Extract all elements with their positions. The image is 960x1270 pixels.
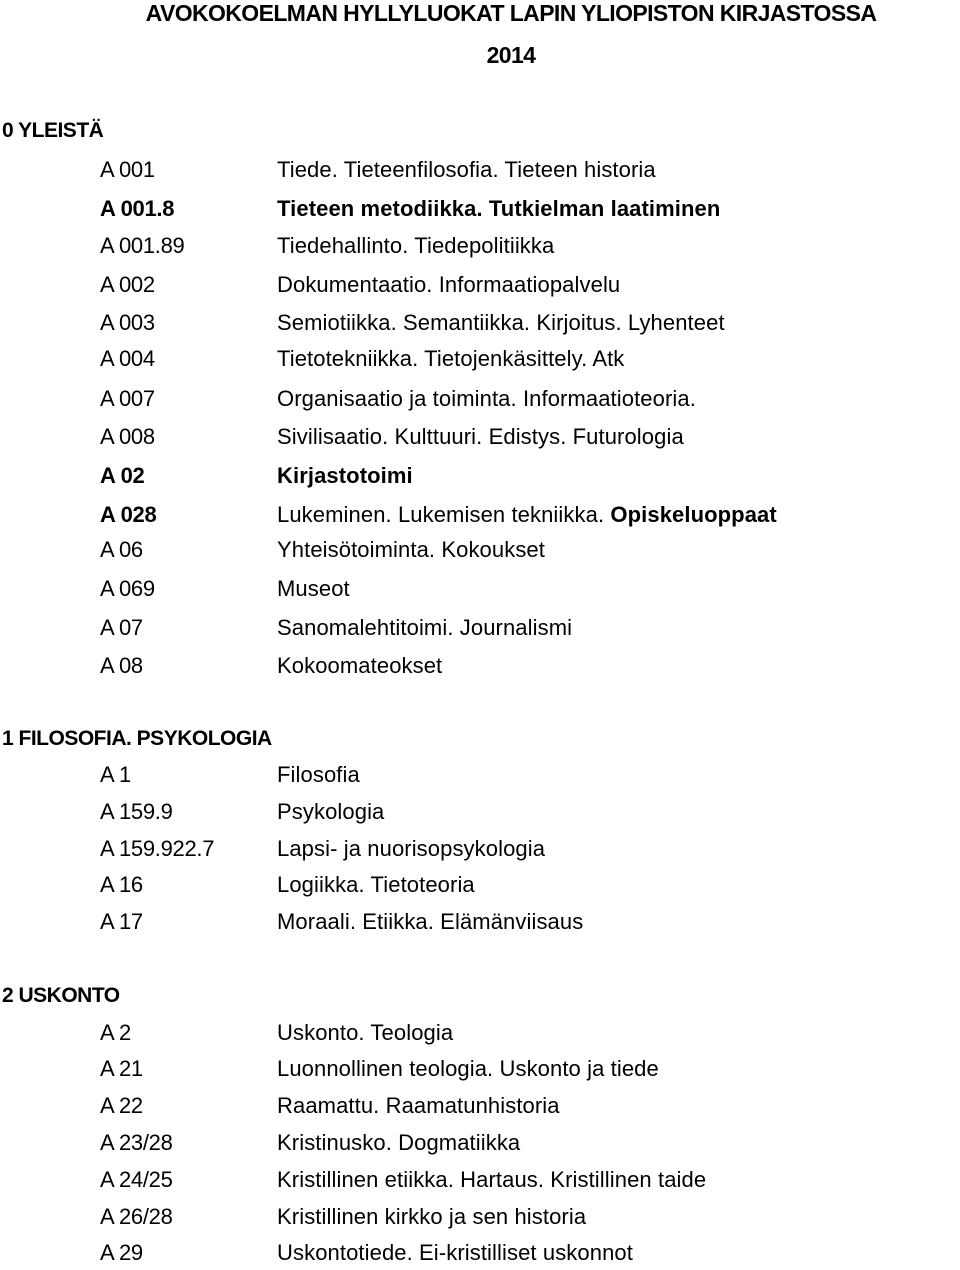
shelf-code: A 2 <box>100 1020 131 1045</box>
list-item <box>0 909 960 939</box>
list-item <box>0 836 960 866</box>
shelf-description: Lapsi- ja nuorisopsykologia <box>277 836 546 861</box>
shelf-code: A 001.89 <box>100 233 185 258</box>
shelf-description: Sivilisaatio. Kulttuuri. Edistys. Futurologia <box>277 424 684 449</box>
list-item <box>0 576 960 606</box>
shelf-code: A 17 <box>100 909 143 934</box>
shelf-description-group <box>277 502 777 528</box>
shelf-code: A 26/28 <box>100 1204 173 1229</box>
shelf-code: A 23/28 <box>100 1130 173 1155</box>
shelf-description: Kirjastotoimi <box>277 463 413 488</box>
shelf-description: Tiede. Tieteenfilosofia. Tieteen historia <box>277 157 656 182</box>
shelf-description: Semiotiikka. Semantiikka. Kirjoitus. Lyhenteet <box>277 310 725 335</box>
shelf-description: Yhteisötoiminta. Kokoukset <box>277 537 545 562</box>
shelf-description: Sanomalehtitoimi. Journalismi <box>277 615 573 640</box>
shelf-description-emphasis: Opiskeluoppaat <box>610 502 777 527</box>
shelf-code: A 028 <box>100 502 157 527</box>
shelf-description: Uskontotiede. Ei-kristilliset uskonnot <box>277 1240 633 1265</box>
list-item <box>0 1056 960 1086</box>
shelf-description: Psykologia <box>277 799 385 824</box>
list-item <box>0 1130 960 1160</box>
section-heading-uskonto: 2 USKONTO <box>2 984 120 1007</box>
document-title: AVOKOKOELMAN HYLLYLUOKAT LAPIN YLIOPISTON KIRJASTOSSA <box>145 0 877 26</box>
list-item <box>0 872 960 902</box>
list-item <box>0 762 960 792</box>
list-item <box>0 233 960 263</box>
shelf-code: A 02 <box>100 463 145 488</box>
list-item <box>0 310 960 340</box>
shelf-code: A 21 <box>100 1056 143 1081</box>
shelf-code: A 001 <box>100 157 155 182</box>
list-item <box>0 1167 960 1197</box>
list-item <box>0 537 960 567</box>
shelf-description: Logiikka. Tietoteoria <box>277 872 475 897</box>
shelf-code: A 29 <box>100 1240 143 1265</box>
shelf-code: A 001.8 <box>100 196 175 221</box>
shelf-code: A 069 <box>100 576 155 601</box>
shelf-description: Tietotekniikka. Tietojenkäsittely. Atk <box>277 346 625 371</box>
list-item <box>0 1093 960 1123</box>
list-item <box>0 502 960 532</box>
shelf-code: A 159.9 <box>100 799 173 824</box>
list-item <box>0 196 960 226</box>
list-item <box>0 157 960 187</box>
shelf-code: A 1 <box>100 762 131 787</box>
shelf-description: Kristinusko. Dogmatiikka <box>277 1130 521 1155</box>
list-item <box>0 1240 960 1270</box>
shelf-description: Kristillinen kirkko ja sen historia <box>277 1204 587 1229</box>
shelf-description: Raamattu. Raamatunhistoria <box>277 1093 560 1118</box>
shelf-code: A 159.922.7 <box>100 836 215 861</box>
shelf-description: Organisaatio ja toiminta. Informaatioteoria. <box>277 386 696 411</box>
shelf-description: Lukeminen. Lukemisen tekniikka. <box>277 502 605 527</box>
shelf-code: A 002 <box>100 272 155 297</box>
shelf-description: Museot <box>277 576 350 601</box>
shelf-description: Tieteen metodiikka. Tutkielman laatiminen <box>277 196 721 221</box>
shelf-code: A 004 <box>100 346 155 371</box>
shelf-description: Kokoomateokset <box>277 653 443 678</box>
shelf-code: A 22 <box>100 1093 143 1118</box>
list-item <box>0 615 960 645</box>
shelf-code: A 24/25 <box>100 1167 173 1192</box>
shelf-code: A 08 <box>100 653 143 678</box>
shelf-description: Moraali. Etiikka. Elämänviisaus <box>277 909 584 934</box>
list-item <box>0 346 960 376</box>
section-heading-filosofia: 1 FILOSOFIA. PSYKOLOGIA <box>2 727 272 750</box>
list-item <box>0 424 960 454</box>
shelf-description: Kristillinen etiikka. Hartaus. Kristillinen taide <box>277 1167 707 1192</box>
shelf-description: Filosofia <box>277 762 360 787</box>
shelf-code: A 007 <box>100 386 155 411</box>
list-item <box>0 1204 960 1234</box>
shelf-code: A 008 <box>100 424 155 449</box>
list-item <box>0 463 960 493</box>
shelf-description: Tiedehallinto. Tiedepolitiikka <box>277 233 555 258</box>
list-item <box>0 799 960 829</box>
shelf-description: Dokumentaatio. Informaatiopalvelu <box>277 272 621 297</box>
document-year: 2014 <box>486 42 536 68</box>
list-item <box>0 386 960 416</box>
list-item <box>0 272 960 302</box>
list-item <box>0 653 960 683</box>
shelf-code: A 16 <box>100 872 143 897</box>
shelf-code: A 003 <box>100 310 155 335</box>
shelf-description: Luonnollinen teologia. Uskonto ja tiede <box>277 1056 659 1081</box>
shelf-description: Uskonto. Teologia <box>277 1020 454 1045</box>
shelf-code: A 07 <box>100 615 143 640</box>
section-heading-yleista: 0 YLEISTÄ <box>2 119 104 142</box>
list-item <box>0 1020 960 1050</box>
shelf-code: A 06 <box>100 537 143 562</box>
